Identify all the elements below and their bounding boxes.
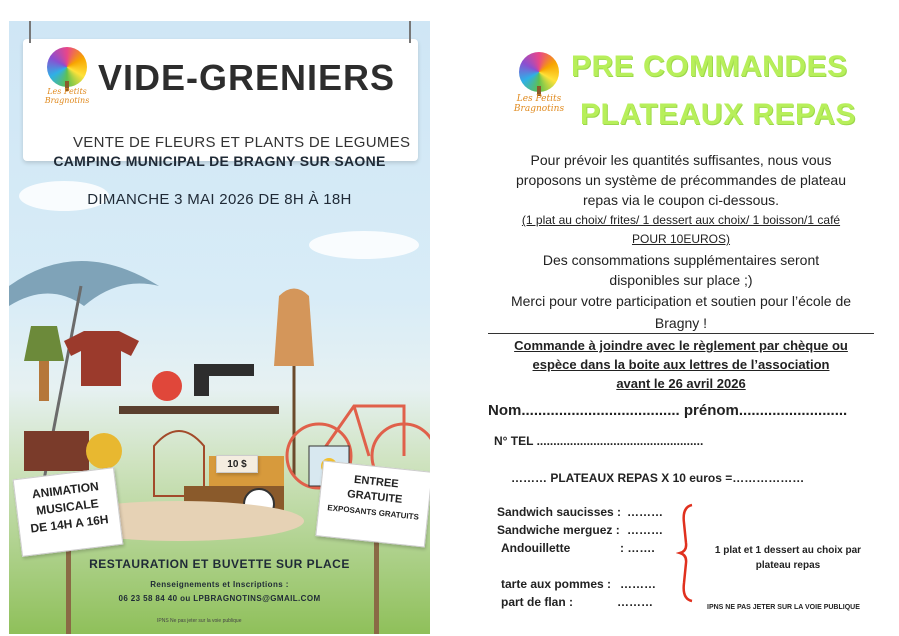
umbrella-icon: [9, 261, 159, 306]
poster-ipns-notice: IPNS Ne pas jeter sur la voie publique: [157, 618, 242, 624]
form-title-line2: PLATEAUX REPAS: [580, 98, 856, 131]
payment-line: avant le 26 avril 2026: [616, 376, 746, 391]
item-quantity-field[interactable]: ………: [627, 505, 663, 519]
menu-detail-line: POUR 10EUROS): [631, 232, 731, 246]
item-label: Sandwich saucisses :: [497, 505, 622, 519]
contact-value: 06 23 58 84 40 ou LPBRAGNOTINS@GMAIL.COM: [118, 594, 321, 603]
entry-sign: ENTREE GRATUITE EXPOSANTS GRATUITS: [315, 460, 430, 547]
contact-label: Renseignements et Inscriptions :: [150, 580, 289, 589]
lamp-icon: [24, 326, 64, 361]
form-title-line1: PRE COMMANDES: [571, 50, 848, 83]
mannequin-icon: [274, 289, 314, 367]
poster-title: VIDE-GRENIERS: [98, 57, 396, 98]
item-quantity-field[interactable]: ………: [627, 523, 663, 537]
animation-sign: ANIMATION MUSICALE DE 14H A 16H: [13, 467, 124, 557]
payment-line: Commande à joindre avec le règlement par chèque ou: [514, 338, 848, 353]
poster-venue: CAMPING MUNICIPAL DE BRAGNY SUR SAONE: [53, 153, 386, 169]
item-label: part de flan :: [501, 595, 574, 609]
phone-field[interactable]: N° TEL ..................................................: [494, 434, 704, 448]
plateaux-quantity-field[interactable]: ……… PLATEAUX REPAS X 10 euros =………………: [511, 471, 805, 485]
intro-line: repas via le coupon ci-dessous.: [582, 192, 780, 208]
table-icon: [119, 406, 279, 414]
title-banner: [23, 39, 418, 161]
banner-rope: [409, 21, 411, 43]
form-ipns-notice: IPNS NE PAS JETER SUR LA VOIE PUBLIQUE: [707, 604, 860, 611]
menu-detail-line: (1 plat au choix/ frites/ 1 dessert aux choix/ 1 boisson/1 café: [521, 213, 841, 227]
payment-line: espèce dans la boite aux lettres de l’association: [532, 357, 830, 372]
intro-line: Pour prévoir les quantités suffisantes, nous vous: [530, 152, 832, 168]
intro-line: proposons un système de précommandes de plateau: [516, 172, 846, 188]
name-field[interactable]: Nom...................................... prénom..........................: [488, 402, 848, 419]
drawer-icon: [24, 431, 89, 471]
teapot-icon: [152, 371, 182, 401]
separator: [488, 333, 874, 334]
extra-line: Des consommations supplémentaires seront: [542, 252, 820, 268]
extra-line: Merci pour votre participation et soutien pour l’école de: [510, 293, 852, 309]
association-logo: Les Petits Bragnotins: [43, 47, 91, 109]
vide-greniers-poster: [9, 21, 430, 634]
extra-line: disponibles sur place ;): [609, 272, 753, 288]
menu-note: 1 plat et 1 dessert au choix par plateau repas: [714, 545, 862, 571]
item-label: tarte aux pommes :: [501, 577, 612, 591]
item-quantity-field[interactable]: : …….: [620, 541, 655, 555]
restauration-text: RESTAURATION ET BUVETTE SUR PLACE: [89, 557, 350, 571]
item-quantity-field[interactable]: ………: [617, 595, 653, 609]
curly-bracket-icon: [676, 503, 700, 603]
gramophone-icon: [86, 433, 122, 469]
poster-date: DIMANCHE 3 MAI 2026 DE 8H À 18H: [87, 191, 352, 208]
poster-subtitle: VENTE DE FLEURS ET PLANTS DE LEGUMES: [73, 134, 411, 151]
association-logo: Les Petits Bragnotins: [515, 52, 563, 114]
shirt-icon: [64, 331, 139, 386]
price-tag: 10 $: [216, 455, 258, 473]
sewing-machine-icon: [194, 364, 254, 396]
extra-line: Bragny !: [654, 315, 708, 331]
item-label: Sandwiche merguez :: [497, 523, 620, 537]
item-label: Andouillette: [501, 541, 571, 555]
item-quantity-field[interactable]: ………: [620, 577, 656, 591]
banner-rope: [29, 21, 31, 43]
